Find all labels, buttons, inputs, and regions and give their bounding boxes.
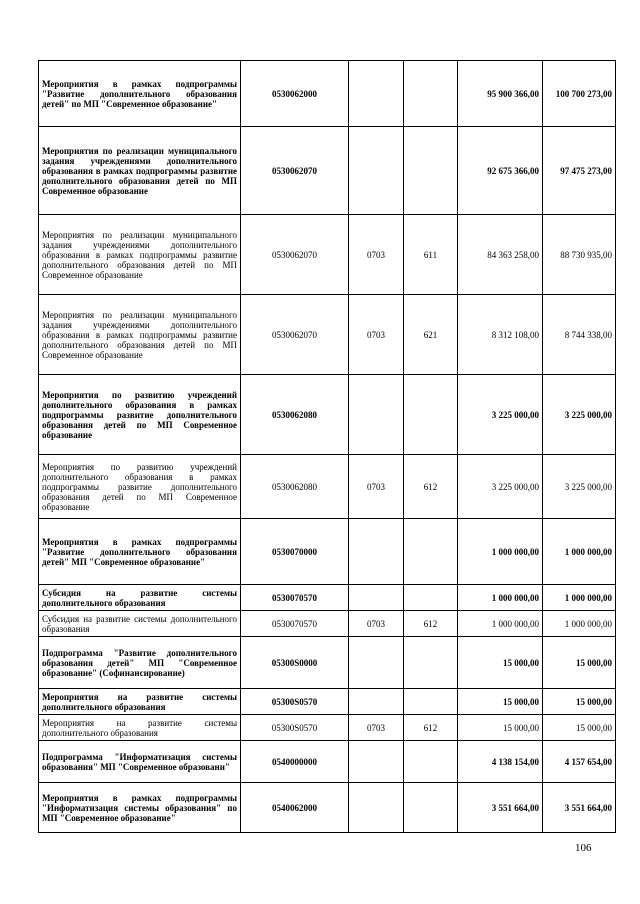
- row-section: [349, 783, 404, 833]
- row-type: [404, 741, 458, 783]
- row-sum-year2: 1 000 000,00: [543, 611, 616, 637]
- row-sum-year1: 84 363 258,00: [458, 215, 543, 295]
- row-name: Мероприятия по развитию учреждений дополнительного образования в рамках подпрограммы развитие дополнительного образования детей по МП Современное образование: [39, 455, 241, 519]
- row-code: 0540000000: [241, 741, 349, 783]
- table-row: [39, 375, 616, 455]
- row-type: [404, 783, 458, 833]
- row-name: Подпрограмма "Информатизация системы образования" МП "Современное образовани": [39, 741, 241, 783]
- row-name: Субсидия на развитие системы дополнительного образования: [39, 611, 241, 637]
- row-type: [404, 375, 458, 455]
- row-type: [404, 519, 458, 585]
- row-code: 05300S0000: [241, 637, 349, 689]
- row-code: 05300S0570: [241, 689, 349, 715]
- row-sum-year2: 3 225 000,00: [543, 455, 616, 519]
- row-name: Мероприятия на развитие системы дополнительного образования: [39, 689, 241, 715]
- row-sum-year2: 15 000,00: [543, 689, 616, 715]
- row-sum-year2: 3 551 664,00: [543, 783, 616, 833]
- table-row: [39, 295, 616, 375]
- row-sum-year1: 3 225 000,00: [458, 375, 543, 455]
- row-sum-year1: 1 000 000,00: [458, 519, 543, 585]
- table-row: [39, 611, 616, 637]
- row-sum-year2: 8 744 338,00: [543, 295, 616, 375]
- table-row: [39, 689, 616, 715]
- row-sum-year2: 15 000,00: [543, 715, 616, 741]
- row-sum-year2: 15 000,00: [543, 637, 616, 689]
- table-row: [39, 61, 616, 127]
- row-section: [349, 741, 404, 783]
- row-sum-year1: 92 675 366,00: [458, 127, 543, 215]
- budget-table-body: [39, 61, 616, 833]
- row-type: [404, 637, 458, 689]
- row-name: Мероприятия по реализации муниципального задания учреждениями дополнительного образования в рамках подпрограммы развитие дополнительного образования детей по МП Современное образование: [39, 295, 241, 375]
- row-name: Подпрограмма "Развитие дополнительного образования детей" МП "Современное образование" (Софинансирование): [39, 637, 241, 689]
- row-code: 0530062070: [241, 295, 349, 375]
- row-code: 0530070570: [241, 611, 349, 637]
- table-row: [39, 783, 616, 833]
- row-type: 611: [404, 215, 458, 295]
- row-code: 0530062070: [241, 215, 349, 295]
- row-sum-year1: 15 000,00: [458, 689, 543, 715]
- row-sum-year2: 4 157 654,00: [543, 741, 616, 783]
- row-code: 0530062080: [241, 375, 349, 455]
- row-section: [349, 585, 404, 611]
- row-code: 0530070000: [241, 519, 349, 585]
- row-type: 612: [404, 715, 458, 741]
- row-sum-year1: 3 551 664,00: [458, 783, 543, 833]
- row-type: [404, 61, 458, 127]
- row-type: 621: [404, 295, 458, 375]
- row-sum-year2: 1 000 000,00: [543, 519, 616, 585]
- row-section: [349, 61, 404, 127]
- budget-table: [38, 60, 616, 833]
- row-section: [349, 375, 404, 455]
- row-code: 0540062000: [241, 783, 349, 833]
- row-code: 0530062070: [241, 127, 349, 215]
- table-row: [39, 455, 616, 519]
- row-sum-year1: 3 225 000,00: [458, 455, 543, 519]
- row-name: Мероприятия на развитие системы дополнительного образования: [39, 715, 241, 741]
- row-section: [349, 689, 404, 715]
- table-row: [39, 741, 616, 783]
- row-type: [404, 585, 458, 611]
- row-sum-year2: 1 000 000,00: [543, 585, 616, 611]
- row-section: 0703: [349, 295, 404, 375]
- row-code: 05300S0570: [241, 715, 349, 741]
- row-sum-year1: 15 000,00: [458, 637, 543, 689]
- row-code: 0530070570: [241, 585, 349, 611]
- table-row: [39, 519, 616, 585]
- row-sum-year1: 8 312 108,00: [458, 295, 543, 375]
- row-sum-year1: 1 000 000,00: [458, 585, 543, 611]
- row-sum-year2: 97 475 273,00: [543, 127, 616, 215]
- row-type: 612: [404, 455, 458, 519]
- row-sum-year1: 15 000,00: [458, 715, 543, 741]
- row-sum-year1: 4 138 154,00: [458, 741, 543, 783]
- row-code: 0530062080: [241, 455, 349, 519]
- table-row: [39, 637, 616, 689]
- table-row: [39, 585, 616, 611]
- row-sum-year2: 88 730 935,00: [543, 215, 616, 295]
- table-row: [39, 127, 616, 215]
- row-sum-year2: 100 700 273,00: [543, 61, 616, 127]
- row-sum-year1: 1 000 000,00: [458, 611, 543, 637]
- row-name: Мероприятия по реализации муниципального задания учреждениями дополнительного образования в рамках подпрограммы развитие дополнительного образования детей по МП Современное образование: [39, 127, 241, 215]
- row-name: Мероприятия в рамках подпрограммы "Информатизация системы образования" по МП "Современное образование": [39, 783, 241, 833]
- row-type: [404, 127, 458, 215]
- row-sum-year2: 3 225 000,00: [543, 375, 616, 455]
- row-section: [349, 637, 404, 689]
- row-name: Субсидия на развитие системы дополнительного образования: [39, 585, 241, 611]
- row-code: 0530062000: [241, 61, 349, 127]
- table-row: [39, 715, 616, 741]
- row-sum-year1: 95 900 366,00: [458, 61, 543, 127]
- row-section: 0703: [349, 455, 404, 519]
- row-section: 0703: [349, 215, 404, 295]
- row-section: 0703: [349, 715, 404, 741]
- row-section: [349, 127, 404, 215]
- page-number: 106: [575, 842, 592, 854]
- row-name: Мероприятия по реализации муниципального задания учреждениями дополнительного образования в рамках подпрограммы развитие дополнительного образования детей по МП Современное образование: [39, 215, 241, 295]
- row-section: [349, 519, 404, 585]
- row-name: Мероприятия в рамках подпрограммы "Развитие дополнительного образования детей" по МП "Современное образование": [39, 61, 241, 127]
- table-row: [39, 215, 616, 295]
- row-type: 612: [404, 611, 458, 637]
- row-type: [404, 689, 458, 715]
- row-name: Мероприятия по развитию учреждений дополнительного образования в рамках подпрограммы развитие дополнительного образования детей по МП Современное образование: [39, 375, 241, 455]
- row-name: Мероприятия в рамках подпрограммы "Развитие дополнительного образования детей" МП "Современное образование": [39, 519, 241, 585]
- row-section: 0703: [349, 611, 404, 637]
